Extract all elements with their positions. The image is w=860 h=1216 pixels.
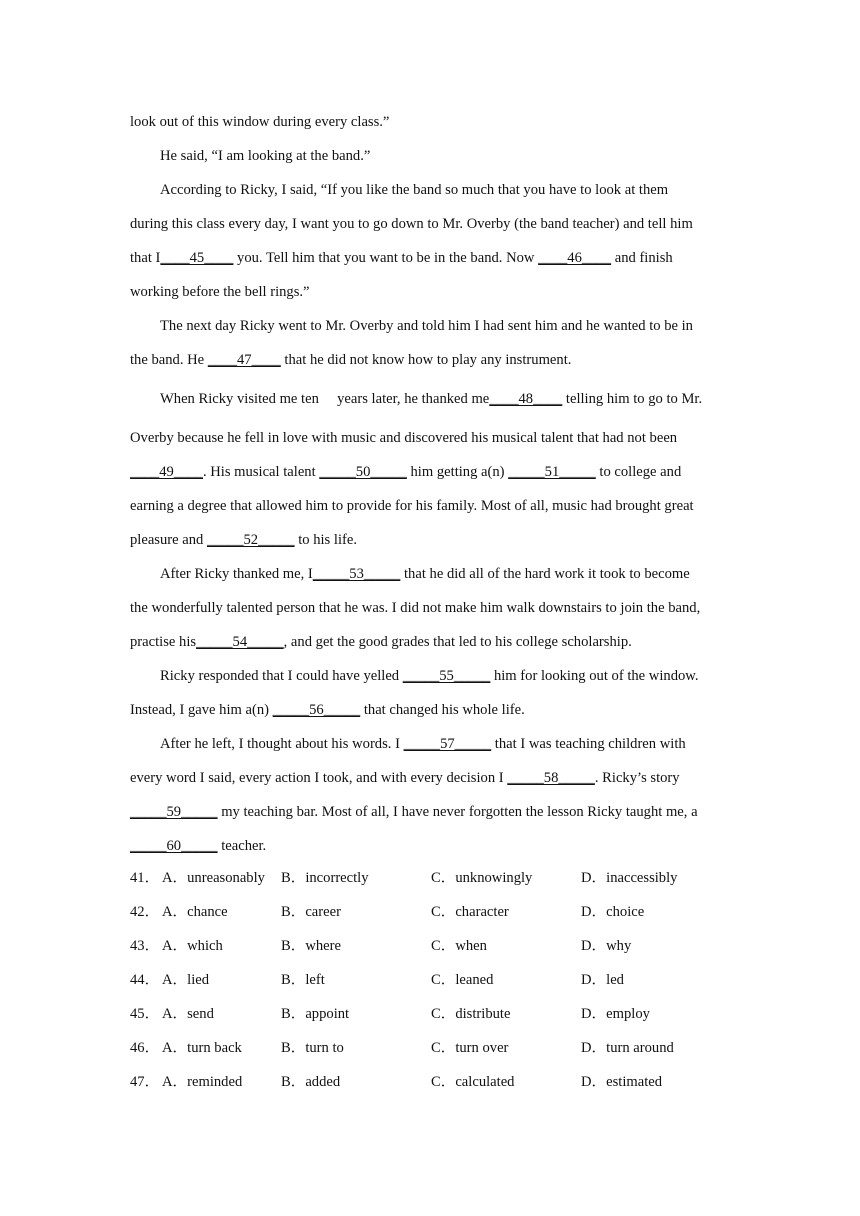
passage-text: that I <box>130 250 161 266</box>
question-number: 44． <box>130 972 160 988</box>
cloze-blank: ____45____ <box>160 250 234 266</box>
passage-line <box>160 734 686 754</box>
passage-text: earning a degree that allowed him to provide for his family. Most of all, music had brought great <box>130 498 694 514</box>
option-a: A．chance <box>162 904 228 920</box>
option-d: D．why <box>581 938 632 954</box>
option-c: C．turn over <box>431 1040 509 1056</box>
option-d: D．inaccessibly <box>581 870 678 886</box>
passage-line <box>130 530 357 550</box>
option-a: A．unreasonably <box>162 870 265 886</box>
passage-text: every word I said, every action I took, and with every decision I <box>130 770 508 786</box>
passage-line <box>130 700 525 720</box>
question-number: 45． <box>130 1006 160 1022</box>
option-b: B．where <box>281 938 341 954</box>
option-d: D．employ <box>581 1006 650 1022</box>
cloze-blank: ____48____ <box>489 391 563 407</box>
passage-text: telling him to go to Mr. <box>562 391 703 407</box>
cloze-blank: _____58_____ <box>507 770 595 786</box>
option-c: C．distribute <box>431 1006 511 1022</box>
passage-line <box>130 496 694 516</box>
passage-text: that changed his whole life. <box>360 702 525 718</box>
passage-line <box>130 836 266 856</box>
passage-text: and finish <box>611 250 673 266</box>
option-a: A．turn back <box>162 1040 242 1056</box>
option-d: D．turn around <box>581 1040 674 1056</box>
passage-line <box>130 112 389 132</box>
cloze-blank: _____53_____ <box>312 566 401 582</box>
passage-line <box>130 462 681 482</box>
option-d: D．led <box>581 972 624 988</box>
passage-line <box>160 316 693 336</box>
passage-line <box>130 248 673 268</box>
question-number: 41． <box>130 870 160 886</box>
passage-line <box>130 768 680 788</box>
passage-text: the band. He <box>130 352 208 368</box>
passage-text: my teaching bar. Most of all, I have never forgotten the lesson Ricky taught me, a <box>217 804 698 820</box>
passage-text: to his life. <box>294 532 357 548</box>
option-c: C．when <box>431 938 487 954</box>
passage-text: look out of this window during every class.” <box>130 114 390 130</box>
passage-text: you. Tell him that you want to be in the band. Now <box>233 250 539 266</box>
cloze-blank: _____50_____ <box>319 464 407 480</box>
passage-line <box>130 598 700 618</box>
cloze-blank: _____54_____ <box>196 634 284 650</box>
option-d: D．estimated <box>581 1074 663 1090</box>
passage-text: working before the bell rings.” <box>130 284 310 300</box>
question-number: 46． <box>130 1040 160 1056</box>
question-number: 47． <box>130 1074 160 1090</box>
option-c: C．calculated <box>431 1074 515 1090</box>
passage-line <box>130 632 632 652</box>
passage-text: When Ricky visited me ten years later, he thanked me <box>160 391 490 407</box>
passage-text: him for looking out of the window. <box>490 668 699 684</box>
cloze-blank: _____51_____ <box>508 464 596 480</box>
passage-line <box>130 428 677 448</box>
passage-text: Instead, I gave him a(n) <box>130 702 273 718</box>
cloze-blank: ____49____ <box>130 464 203 480</box>
option-b: B．career <box>281 904 341 920</box>
cloze-blank: _____55_____ <box>402 668 491 684</box>
option-a: A．reminded <box>162 1074 243 1090</box>
cloze-blank: _____59_____ <box>130 804 218 820</box>
passage-text: . Ricky’s story <box>594 770 680 786</box>
option-c: C．leaned <box>431 972 494 988</box>
passage-line <box>130 214 693 234</box>
passage-text: that he did not know how to play any instrument. <box>280 352 572 368</box>
option-b: B．left <box>281 972 325 988</box>
option-b: B．appoint <box>281 1006 350 1022</box>
passage-line <box>160 180 668 200</box>
passage-text: The next day Ricky went to Mr. Overby and told him I had sent him and he wanted to be in <box>160 318 693 334</box>
passage-text: pleasure and <box>130 532 207 548</box>
option-c: C．character <box>431 904 509 920</box>
passage-text: Overby because he fell in love with music and discovered his musical talent that had not been <box>130 430 678 446</box>
passage-line <box>130 350 571 370</box>
passage-text: practise his <box>130 634 197 650</box>
passage-text: . His musical talent <box>202 464 320 480</box>
question-number: 42． <box>130 904 160 920</box>
option-b: B．added <box>281 1074 341 1090</box>
passage-text: that he did all of the hard work it took to become <box>400 566 690 582</box>
option-b: B．turn to <box>281 1040 344 1056</box>
option-a: A．lied <box>162 972 210 988</box>
option-b: B．incorrectly <box>281 870 369 886</box>
passage-line <box>130 282 310 302</box>
passage-text: He said, “I am looking at the band.” <box>160 148 371 164</box>
passage-text: After Ricky thanked me, I <box>160 566 313 582</box>
cloze-blank: _____56_____ <box>272 702 361 718</box>
cloze-blank: _____60_____ <box>130 838 218 854</box>
question-number: 43． <box>130 938 160 954</box>
passage-line <box>160 666 699 686</box>
option-c: C．unknowingly <box>431 870 533 886</box>
option-a: A．which <box>162 938 223 954</box>
option-a: A．send <box>162 1006 214 1022</box>
passage-text: , and get the good grades that led to his college scholarship. <box>283 634 632 650</box>
passage-text: teacher. <box>217 838 267 854</box>
passage-text: the wonderfully talented person that he was. I did not make him walk downstairs to join the band, <box>130 600 701 616</box>
passage-text: Ricky responded that I could have yelled <box>160 668 403 684</box>
option-d: D．choice <box>581 904 645 920</box>
cloze-blank: _____57_____ <box>403 736 492 752</box>
passage-text: that I was teaching children with <box>491 736 686 752</box>
passage-text: After he left, I thought about his words. I <box>160 736 404 752</box>
passage-line <box>160 146 370 166</box>
passage-line <box>160 389 702 409</box>
cloze-blank: _____52_____ <box>207 532 295 548</box>
passage-text: According to Ricky, I said, “If you like the band so much that you have to look at them <box>160 182 669 198</box>
cloze-blank: ____46____ <box>538 250 612 266</box>
passage-text: him getting a(n) <box>406 464 509 480</box>
passage-text: to college and <box>595 464 682 480</box>
passage-text: during this class every day, I want you to go down to Mr. Overby (the band teacher) and tell him <box>130 216 693 232</box>
cloze-blank: ____47____ <box>207 352 281 368</box>
passage-line <box>160 564 690 584</box>
passage-line <box>130 802 698 822</box>
